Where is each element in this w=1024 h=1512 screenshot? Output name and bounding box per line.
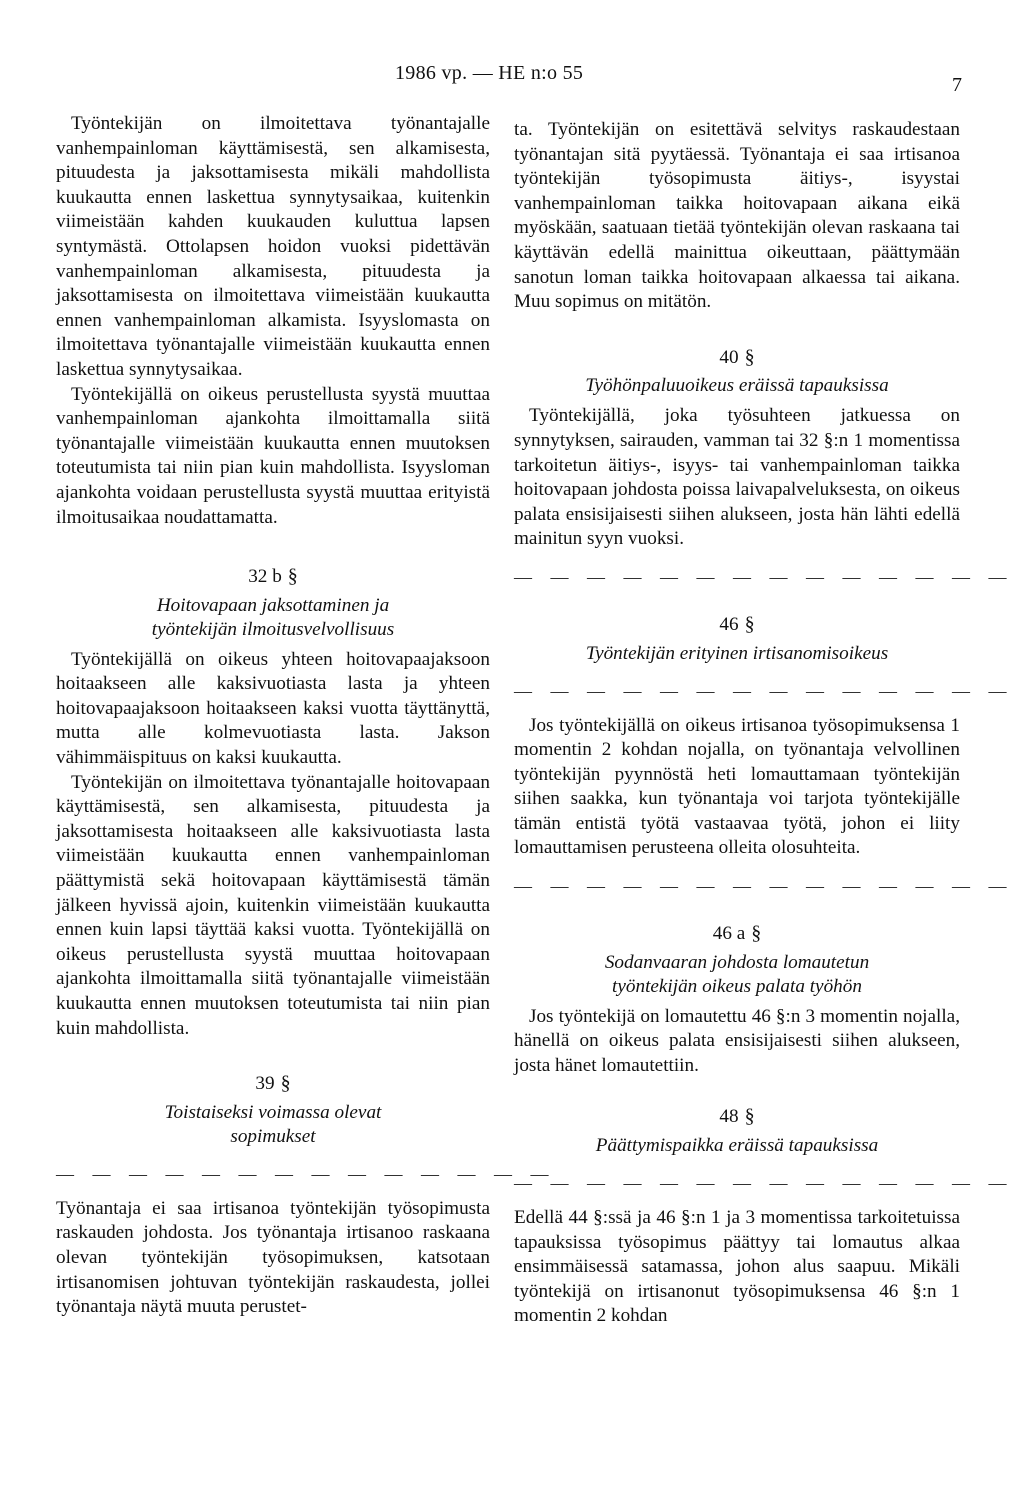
section-title: Toistaiseksi voimassa olevat sopimukset	[164, 1101, 382, 1147]
omission-dashes: — — — — — — — — — — — — — —	[514, 876, 1014, 897]
page-header	[0, 62, 1024, 96]
paragraph: ta. Työntekijän on esitettävä selvitys raskaudestaan työnantajan sitä pyytäessä. Työnantaja ei saa irtisanoa työntekijän työsopimusta äitiys-, isyystai vanhempainloman taikka hoitovapaan aikana eikä myöskään, saatuaan tietää työntekijän olevan raskaana tai käyttävän edellä mainittua oikeuttaan, päättymään sanotun loman taikka hoitovapaan alkaessa tai aikana. Muu sopimus on mitätön.	[514, 119, 960, 313]
section-heading	[514, 921, 960, 947]
omission-dashes: — — — — — — — — — — — — — —	[514, 566, 1014, 587]
section-title: Sodanvaaran johdosta lomautetun työntekijän oikeus palata työhön	[604, 951, 870, 997]
section-symbol: §	[744, 612, 755, 635]
section-number: 46 a	[712, 923, 746, 945]
section-title: Työntekijän erityinen irtisanomisoikeus	[585, 642, 889, 664]
section-symbol: §	[751, 922, 762, 945]
section-symbol: §	[744, 1105, 755, 1128]
section-symbol: §	[280, 1072, 291, 1095]
section-number: 39	[255, 1073, 275, 1095]
page-number: 7	[952, 74, 962, 96]
right-column	[514, 118, 1014, 1329]
paragraph: Työntekijällä on oikeus yhteen hoitovapaajaksoon hoitaakseen alle kaksivuotiasta lasta ja yhteen hoitovapaajaksoon hoitaakseen kaksi vuotta täyttänyttä, mutta alle kolmevuotiasta lasta. Jakson vähimmäispituus on kaksi kuukautta.	[56, 648, 490, 769]
paragraph: Edellä 44 §:ssä ja 46 §:n 1 ja 3 momentissa tarkoitetuissa tapauksissa työsopimus päättyy tai lomautus alkaa ensimmäisessä satamassa, johon alus saapuu. Mikäli työntekijä on irtisanonut työsopimuksensa 46 §:n 1 momentin 2 kohdan	[514, 1207, 960, 1327]
paragraph: Työntekijän on ilmoitettava työnantajalle vanhempainloman käyttämisestä, sen alkamisesta, pituudesta ja jaksottamisesta mikäli mahdollista kuukautta ennen laskettua synnytysaikaa, kuitenkin viimeistään kahden kuukauden kuluttua lapsen syntymästä. Ottolapsen hoidon vuoksi pidettävän vanhempainloman alkamisesta, pituudesta ja jaksottamisesta on ilmoitettava viimeistään kuukautta ennen vanhempainloman alkamista. Isyyslomasta on ilmoitettava työnantajalle viimeistään kuukautta ennen laskettua synnytysaikaa.	[56, 113, 490, 380]
paragraph: Työntekijällä, joka työsuhteen jatkuessa on synnytyksen, sairauden, vamman tai 32 §:n 1 momentissa tarkoitetun äitiys-, isyys- tai vanhempainloman taikka hoitovapaan johdosta poissa laivapalveluksesta, on oikeus palata ensisijaisesti siihen alukseen, josta hän lähti edellä mainitun syyn vuoksi.	[514, 405, 960, 550]
running-head: 1986 vp. — HE n:o 55	[395, 62, 584, 84]
section-number: 46	[719, 613, 739, 635]
omission-dashes: — — — — — — — — — — — — — —	[514, 1173, 1014, 1194]
section-heading	[56, 564, 490, 590]
section-heading	[514, 345, 960, 371]
omission-dashes: — — — — — — — — — — — — — —	[514, 680, 1014, 701]
paragraph: Työntekijän on ilmoitettava työnantajalle hoitovapaan käyttämisestä, sen alkamisesta, pituudesta ja jaksottamisesta hoitaakseen alle kaksivuotiasta lasta viimeistään kuukautta ennen vanhempainloman päättymistä sekä hoitovapaan käyttämisestä tämän jälkeen hyvissä ajoin, kuitenkin viimeistään kuukautta ennen kuin lapsi täyttää kaksi vuotta. Työntekijällä on oikeus perustellusta syystä muuttaa hoitovapaan ajankohta ilmoittamalla siitä työnantajalle viimeistään kuukautta ennen muutoksen toteutumista tai niin pian kuin mahdollista.	[56, 771, 490, 1039]
left-column	[56, 112, 556, 1320]
section-title: Työhönpaluuoikeus eräissä tapauksissa	[585, 375, 889, 397]
section-number: 40	[719, 346, 739, 368]
section-heading	[514, 1104, 960, 1130]
section-number: 32 b	[248, 566, 282, 588]
section-symbol: §	[744, 345, 755, 368]
section-number: 48	[719, 1106, 739, 1128]
paragraph: Jos työntekijällä on oikeus irtisanoa työsopimuksensa 1 momentin 2 kohdan nojalla, on työnantaja velvollinen työntekijän pyynnöstä heti lomauttamaan työntekijän siihen saakka, kun työnantaja voi tarjota työntekijälle tämän entistä työtä vastaavaa työtä, johon ei liity lomauttamisen perusteena olleita olosuhteita.	[514, 714, 960, 859]
paragraph: Työnantaja ei saa irtisanoa työntekijän työsopimusta raskauden johdosta. Jos työnantaja irtisanoo raskaana olevan työntekijän työsopimuksen, katsotaan irtisanomisen johtuvan työntekijän raskaudesta, jollei työnantaja näytä muuta perustet-	[56, 1197, 490, 1318]
paragraph: Jos työntekijä on lomautettu 46 §:n 3 momentin nojalla, hänellä on oikeus palata ensisijaisesti siihen alukseen, josta hänet lomautettiin.	[514, 1005, 960, 1076]
section-heading	[514, 612, 960, 638]
section-title: Hoitovapaan jaksottaminen ja työntekijän ilmoitusvelvollisuus	[151, 594, 395, 640]
paragraph: Työntekijällä on oikeus perustellusta syystä muuttaa vanhempainloman ajankohta ilmoittamalla siitä työnantajalle viimeistään kuukautta ennen muutoksen toteutumista tai niin pian kuin mahdollista. Isyysloman ajankohta voidaan perustellusta syystä muuttaa erityistä ilmoitusaikaa noudattamatta.	[56, 383, 490, 528]
section-title: Päättymispaikka eräissä tapauksissa	[595, 1135, 879, 1157]
section-symbol: §	[287, 565, 298, 588]
omission-dashes: — — — — — — — — — — — — — —	[56, 1163, 556, 1184]
section-heading	[56, 1071, 490, 1097]
